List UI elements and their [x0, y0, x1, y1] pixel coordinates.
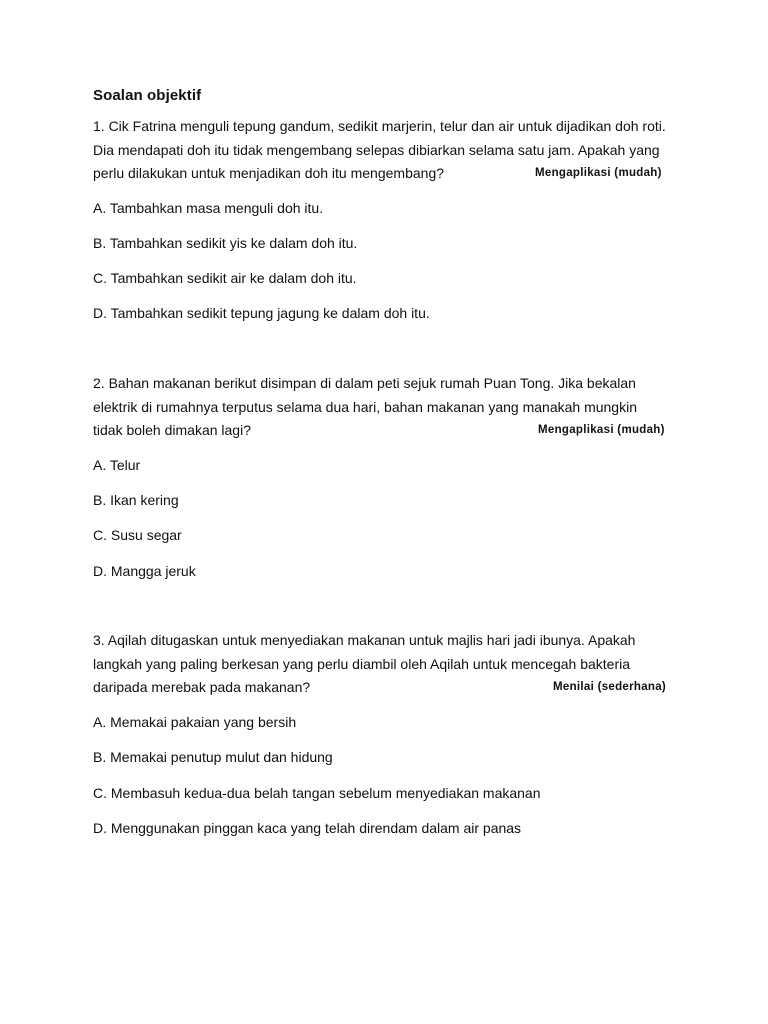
question-3-option-d: D. Menggunakan pinggan kaca yang telah direndam dalam air panas: [93, 820, 522, 836]
question-1-option-b: B. Tambahkan sedikit yis ke dalam doh itu.: [93, 235, 358, 251]
question-2-option-a: A. Telur: [93, 457, 141, 473]
question-2-line-2: elektrik di rumahnya terputus selama dua hari, bahan makanan yang manakah mungkin: [93, 399, 637, 415]
question-3-line-1: 3. Aqilah ditugaskan untuk menyediakan makanan untuk majlis hari jadi ibunya. Apakah: [93, 632, 636, 648]
question-1-option-c: C. Tambahkan sedikit air ke dalam doh itu.: [93, 270, 357, 286]
question-2-option-d: D. Mangga jeruk: [93, 563, 196, 579]
question-3-option-b: B. Memakai penutup mulut dan hidung: [93, 749, 333, 765]
question-1-line-1: 1. Cik Fatrina menguli tepung gandum, sedikit marjerin, telur dan air untuk dijadikan doh roti.: [93, 118, 666, 134]
question-3-line-3: daripada merebak pada makanan?: [93, 679, 311, 695]
question-3-option-a: A. Memakai pakaian yang bersih: [93, 714, 297, 730]
question-1-level-tag: Mengaplikasi (mudah): [535, 167, 662, 179]
question-2-option-c: C. Susu segar: [93, 527, 182, 543]
question-3-line-2: langkah yang paling berkesan yang perlu diambil oleh Aqilah untuk mencegah bakteria: [93, 656, 631, 672]
question-1-option-d: D. Tambahkan sedikit tepung jagung ke dalam doh itu.: [93, 305, 430, 321]
page-title: Soalan objektif: [93, 87, 202, 104]
question-1-line-2: Dia mendapati doh itu tidak mengembang selepas dibiarkan selama satu jam. Apakah yang: [93, 142, 660, 158]
question-2-line-3: tidak boleh dimakan lagi?: [93, 422, 251, 438]
question-2-line-1: 2. Bahan makanan berikut disimpan di dalam peti sejuk rumah Puan Tong. Jika bekalan: [93, 375, 636, 391]
question-2-option-b: B. Ikan kering: [93, 492, 179, 508]
question-1-option-a: A. Tambahkan masa menguli doh itu.: [93, 200, 324, 216]
question-3-option-c: C. Membasuh kedua-dua belah tangan sebelum menyediakan makanan: [93, 785, 541, 801]
question-2-level-tag: Mengaplikasi (mudah): [538, 424, 665, 436]
question-1-line-3: perlu dilakukan untuk menjadikan doh itu mengembang?: [93, 165, 445, 181]
question-3-level-tag: Menilai (sederhana): [553, 681, 667, 693]
